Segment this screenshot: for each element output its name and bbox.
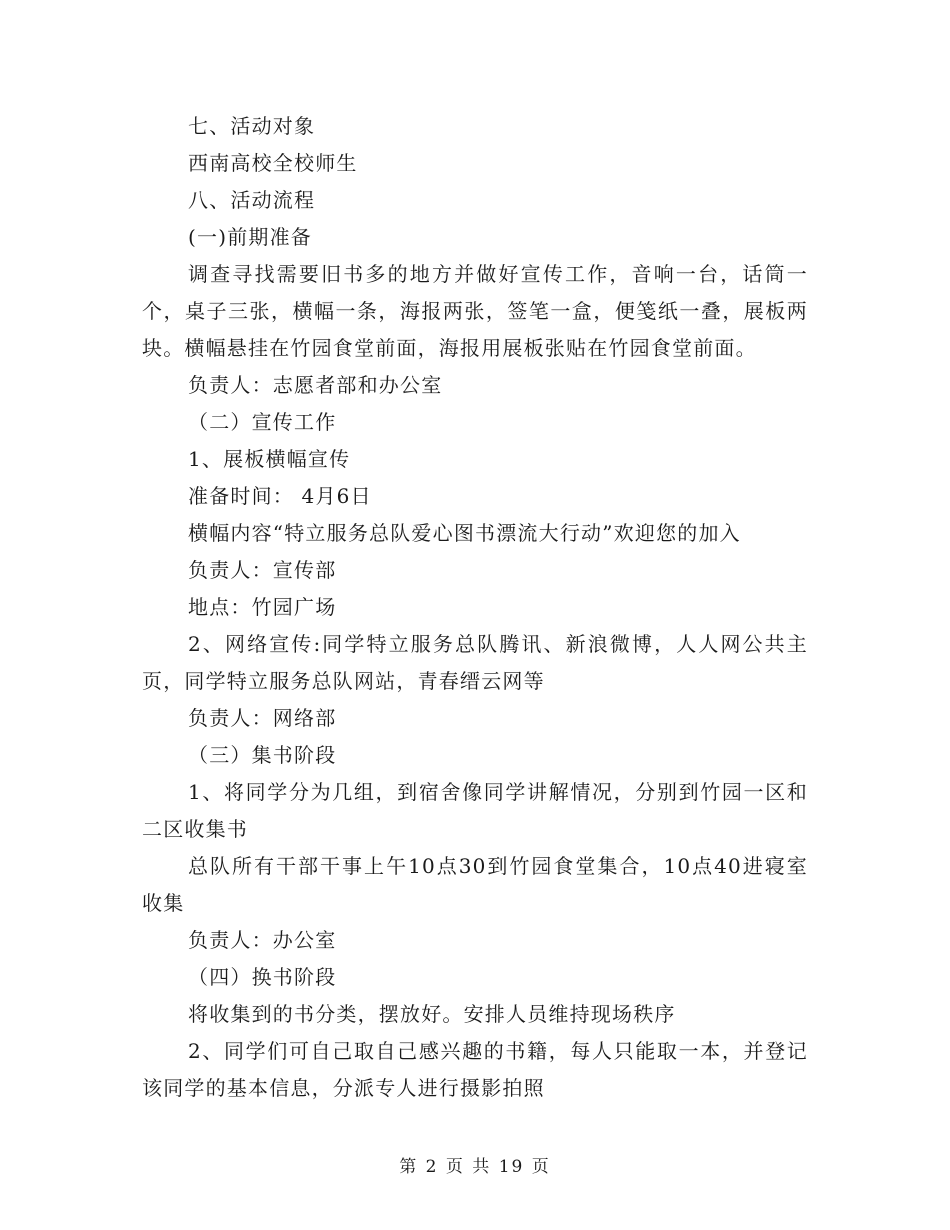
paragraph: 负责人：宣传部 — [188, 558, 337, 582]
paragraph: 调查寻找需要旧书多的地方并做好宣传工作，音响一台，话筒一个，桌子三张，横幅一条，海报两张，签笔一盒，便笺纸一叠，展板两块。横幅悬挂在竹园食堂前面，海报用展板张贴在竹园食堂前面。 — [142, 262, 808, 360]
subsection-heading-exchange: （四）换书阶段 — [188, 965, 337, 989]
paragraph: 准备时间： 4月6日 — [188, 484, 372, 508]
subsection-heading-preparation: (一)前期准备 — [188, 225, 313, 249]
paragraph: 将收集到的书分类，摆放好。安排人员维持现场秩序 — [188, 1002, 676, 1026]
section-heading-target: 七、活动对象 — [188, 114, 316, 138]
paragraph: 1、将同学分为几组，到宿舍像同学讲解情况，分别到竹园一区和二区收集书 — [142, 780, 808, 841]
paragraph: 负责人：志愿者部和办公室 — [188, 373, 443, 397]
paragraph: 总队所有干部干事上午10点30到竹园食堂集合，10点40进寝室收集 — [142, 854, 808, 915]
paragraph: 2、同学们可自己取自己感兴趣的书籍，每人只能取一本，并登记该同学的基本信息，分派专人进行摄影拍照 — [142, 1039, 808, 1100]
paragraph: 1、展板横幅宣传 — [188, 447, 351, 471]
subsection-heading-collection: （三）集书阶段 — [188, 743, 337, 767]
paragraph: 负责人：网络部 — [188, 706, 337, 730]
paragraph: 横幅内容“特立服务总队爱心图书漂流大行动”欢迎您的加入 — [188, 521, 741, 545]
page-number: 第 2 页 共 19 页 — [399, 1157, 551, 1177]
paragraph: 负责人：办公室 — [188, 928, 337, 952]
paragraph: 2、网络宣传:同学特立服务总队腾讯、新浪微博，人人网公共主页，同学特立服务总队网站，青春缙云网等 — [142, 632, 808, 693]
paragraph: 西南高校全校师生 — [188, 151, 358, 175]
paragraph: 地点：竹园广场 — [188, 595, 337, 619]
section-heading-process: 八、活动流程 — [188, 188, 316, 212]
subsection-heading-publicity: （二）宣传工作 — [188, 410, 337, 434]
document-body — [142, 108, 808, 1107]
